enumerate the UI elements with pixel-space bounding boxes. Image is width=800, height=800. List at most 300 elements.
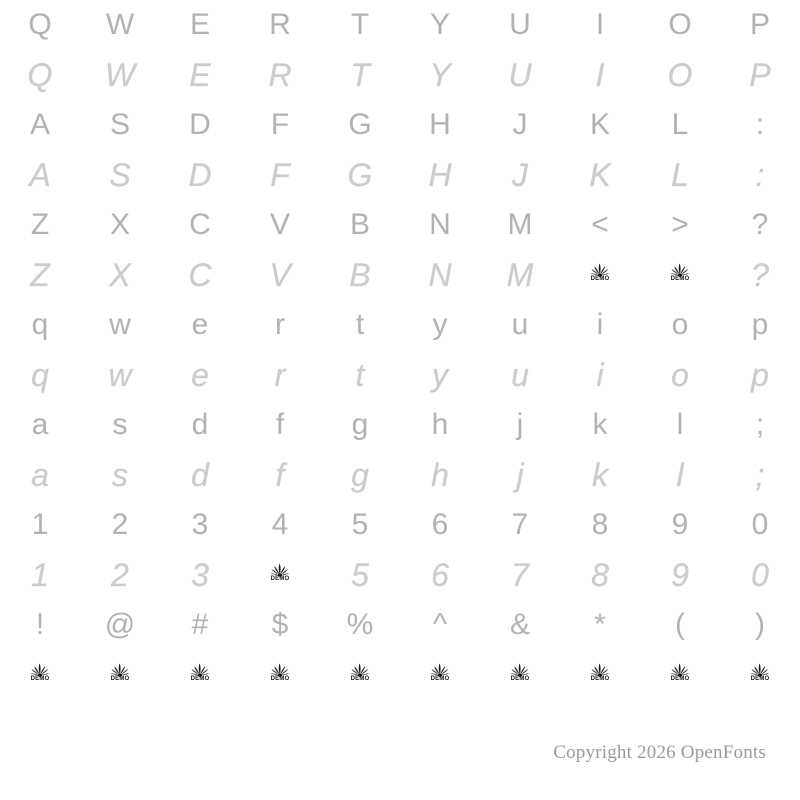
- glyph-cell: [80, 100, 160, 150]
- demo-watermark-label: DEMO: [110, 676, 130, 682]
- glyph-cell: [560, 500, 640, 550]
- glyph-cell: [640, 500, 720, 550]
- glyph-cell: [240, 350, 320, 400]
- glyph: Z: [30, 208, 50, 241]
- glyph: G: [347, 157, 373, 193]
- glyph: L: [671, 108, 689, 141]
- glyph-cell: [320, 400, 400, 450]
- glyph: C: [188, 257, 212, 293]
- glyph-cell: [400, 400, 480, 450]
- glyph-cell: [560, 550, 640, 600]
- glyph: N: [429, 208, 451, 241]
- glyph-cell: [0, 250, 80, 300]
- glyph-cell: [640, 250, 720, 300]
- glyph: j: [516, 457, 524, 493]
- glyph: M: [506, 257, 534, 293]
- glyph: D: [189, 108, 211, 141]
- glyph: Y: [429, 8, 450, 41]
- glyph: 2: [111, 557, 129, 593]
- glyph-cell: [0, 200, 80, 250]
- glyph-cell: [480, 550, 560, 600]
- glyph: 3: [191, 508, 209, 541]
- glyph-cell: [560, 100, 640, 150]
- glyph-cell: [320, 200, 400, 250]
- leaf-icon: [427, 662, 453, 677]
- glyph: :: [755, 108, 765, 141]
- glyph-cell: [240, 500, 320, 550]
- glyph-cell: [240, 400, 320, 450]
- glyph-cell: [720, 350, 800, 400]
- demo-watermark-label: DEMO: [670, 276, 690, 282]
- glyph: s: [112, 457, 128, 493]
- glyph-cell: [560, 200, 640, 250]
- glyph: ;: [755, 457, 765, 493]
- glyph: 7: [511, 508, 529, 541]
- glyph: I: [595, 8, 605, 41]
- glyph: o: [671, 357, 689, 393]
- glyph-cell: [0, 350, 80, 400]
- glyph: &: [509, 608, 530, 641]
- glyph-cell: [400, 550, 480, 600]
- glyph-cell: [320, 250, 400, 300]
- glyph-cell: [80, 500, 160, 550]
- glyph: L: [671, 157, 689, 193]
- glyph-cell: [720, 150, 800, 200]
- glyph: o: [671, 308, 689, 341]
- glyph-cell: [80, 150, 160, 200]
- glyph-cell: [400, 350, 480, 400]
- glyph: E: [189, 8, 210, 41]
- glyph: 8: [591, 557, 609, 593]
- glyph-cell: [640, 650, 720, 700]
- glyph-cell: [400, 150, 480, 200]
- glyph-cell: [400, 600, 480, 650]
- glyph: #: [191, 608, 209, 641]
- glyph-cell: [160, 550, 240, 600]
- demo-watermark: [747, 662, 773, 688]
- glyph-cell: [80, 50, 160, 100]
- glyph: S: [109, 108, 130, 141]
- glyph: i: [596, 308, 604, 341]
- glyph: U: [509, 8, 531, 41]
- glyph: A: [29, 108, 50, 141]
- glyph-cell: [240, 450, 320, 500]
- glyph-cell: [320, 0, 400, 50]
- glyph: 4: [271, 508, 289, 541]
- glyph-cell: [80, 600, 160, 650]
- glyph: y: [432, 357, 448, 393]
- glyph-cell: [160, 100, 240, 150]
- glyph: 0: [751, 508, 769, 541]
- glyph-cell: [320, 350, 400, 400]
- glyph: r: [274, 357, 286, 393]
- glyph: a: [31, 457, 49, 493]
- glyph: (: [675, 608, 685, 641]
- glyph-cell: [640, 200, 720, 250]
- glyph: u: [511, 357, 529, 393]
- glyph-cell: [480, 600, 560, 650]
- glyph-cell: [240, 0, 320, 50]
- glyph-cell: [320, 50, 400, 100]
- demo-watermark: [267, 562, 293, 588]
- glyph-cell: [640, 600, 720, 650]
- glyph: 1: [31, 508, 49, 541]
- glyph-cell: [720, 500, 800, 550]
- glyph: <: [591, 208, 609, 241]
- glyph-cell: [240, 250, 320, 300]
- glyph-cell: [720, 50, 800, 100]
- glyph: i: [596, 357, 604, 393]
- glyph: 2: [111, 508, 129, 541]
- glyph-cell: [480, 400, 560, 450]
- glyph-cell: [0, 50, 80, 100]
- glyph-cell: [0, 500, 80, 550]
- glyph: j: [516, 408, 524, 441]
- glyph: B: [349, 208, 370, 241]
- glyph: G: [348, 108, 372, 141]
- glyph-cell: [160, 150, 240, 200]
- glyph: M: [507, 208, 533, 241]
- glyph-cell: [560, 350, 640, 400]
- glyph-cell: [400, 200, 480, 250]
- glyph: t: [355, 308, 365, 341]
- glyph-cell: [560, 400, 640, 450]
- glyph-cell: [160, 50, 240, 100]
- glyph: A: [29, 157, 51, 193]
- glyph: 1: [31, 557, 49, 593]
- leaf-icon: [187, 662, 213, 677]
- glyph: K: [589, 157, 611, 193]
- glyph-cell: [560, 0, 640, 50]
- glyph-cell: [160, 200, 240, 250]
- glyph-cell: [240, 600, 320, 650]
- glyph-cell: [560, 450, 640, 500]
- glyph-cell: [400, 0, 480, 50]
- glyph: 9: [671, 557, 689, 593]
- glyph: w: [108, 357, 132, 393]
- glyph: >: [671, 208, 689, 241]
- glyph: 7: [511, 557, 529, 593]
- glyph: B: [349, 257, 371, 293]
- leaf-icon: [747, 662, 773, 677]
- leaf-icon: [27, 662, 53, 677]
- glyph-cell: [0, 400, 80, 450]
- glyph-cell: [480, 500, 560, 550]
- glyph-cell: [640, 50, 720, 100]
- glyph: U: [508, 57, 532, 93]
- glyph: p: [751, 357, 769, 393]
- glyph-cell: [640, 350, 720, 400]
- glyph-cell: [320, 500, 400, 550]
- glyph: t: [355, 357, 365, 393]
- glyph: ?: [751, 257, 769, 293]
- glyph-cell: [80, 250, 160, 300]
- leaf-icon: [587, 662, 613, 677]
- demo-watermark-label: DEMO: [510, 676, 530, 682]
- glyph-cell: [480, 350, 560, 400]
- demo-watermark: [667, 262, 693, 288]
- glyph: W: [105, 8, 135, 41]
- glyph: @: [104, 608, 136, 641]
- glyph-cell: [400, 250, 480, 300]
- glyph-cell: [320, 450, 400, 500]
- glyph: f: [275, 457, 285, 493]
- glyph: p: [751, 308, 769, 341]
- demo-watermark-label: DEMO: [270, 676, 290, 682]
- demo-watermark-label: DEMO: [30, 676, 50, 682]
- glyph: l: [676, 408, 684, 441]
- glyph-cell: [400, 100, 480, 150]
- glyph: 5: [351, 557, 369, 593]
- glyph-cell: [720, 650, 800, 700]
- glyph: e: [191, 357, 209, 393]
- glyph: F: [270, 157, 290, 193]
- copyright-notice: Copyright 2026 OpenFonts: [553, 742, 766, 763]
- demo-watermark: [107, 662, 133, 688]
- glyph: f: [275, 408, 285, 441]
- demo-watermark-label: DEMO: [430, 676, 450, 682]
- glyph: ): [755, 608, 765, 641]
- glyph: T: [350, 57, 370, 93]
- glyph: N: [428, 257, 452, 293]
- demo-watermark-label: DEMO: [590, 276, 610, 282]
- demo-watermark: [187, 662, 213, 688]
- glyph: 6: [431, 557, 449, 593]
- glyph-cell: [560, 250, 640, 300]
- glyph-cell: [720, 550, 800, 600]
- glyph-cell: [480, 150, 560, 200]
- demo-watermark-label: DEMO: [670, 676, 690, 682]
- glyph-cell: [480, 300, 560, 350]
- glyph: w: [109, 308, 131, 341]
- glyph-cell: [240, 50, 320, 100]
- glyph-cell: [160, 250, 240, 300]
- demo-watermark: [507, 662, 533, 688]
- glyph: H: [428, 157, 452, 193]
- leaf-icon: [507, 662, 533, 677]
- glyph: K: [589, 108, 610, 141]
- demo-watermark: [427, 662, 453, 688]
- glyph-cell: [640, 100, 720, 150]
- glyph: T: [350, 8, 370, 41]
- leaf-icon: [587, 262, 613, 277]
- glyph-cell: [560, 600, 640, 650]
- glyph: D: [188, 157, 212, 193]
- glyph: s: [112, 408, 128, 441]
- glyph-cell: [0, 150, 80, 200]
- demo-watermark-label: DEMO: [350, 676, 370, 682]
- glyph-cell: [80, 300, 160, 350]
- glyph: 8: [591, 508, 609, 541]
- glyph: P: [749, 8, 770, 41]
- glyph: r: [275, 308, 285, 341]
- demo-watermark: [267, 662, 293, 688]
- glyph-cell: [160, 300, 240, 350]
- glyph-cell: [80, 200, 160, 250]
- glyph-cell: [560, 50, 640, 100]
- demo-watermark: [587, 662, 613, 688]
- glyph-cell: [720, 250, 800, 300]
- demo-watermark: [27, 662, 53, 688]
- leaf-icon: [667, 262, 693, 277]
- glyph: !: [35, 608, 45, 641]
- glyph: :: [755, 157, 765, 193]
- glyph-cell: [480, 0, 560, 50]
- leaf-icon: [267, 562, 293, 577]
- glyph: X: [109, 208, 130, 241]
- glyph-cell: [320, 150, 400, 200]
- glyph-cell: [720, 400, 800, 450]
- glyph-cell: [720, 200, 800, 250]
- glyph-cell: [640, 550, 720, 600]
- glyph-cell: [0, 300, 80, 350]
- glyph: d: [191, 457, 209, 493]
- glyph-cell: [0, 550, 80, 600]
- glyph-cell: [80, 550, 160, 600]
- glyph-cell: [480, 650, 560, 700]
- glyph-cell: [480, 250, 560, 300]
- glyph: Y: [429, 57, 451, 93]
- glyph-cell: [640, 400, 720, 450]
- glyph: d: [191, 408, 209, 441]
- glyph-cell: [240, 550, 320, 600]
- glyph-cell: [80, 650, 160, 700]
- glyph-cell: [560, 150, 640, 200]
- glyph: y: [432, 308, 448, 341]
- demo-watermark: [667, 662, 693, 688]
- glyph-cell: [320, 600, 400, 650]
- glyph-cell: [240, 300, 320, 350]
- glyph-cell: [480, 100, 560, 150]
- glyph-cell: [720, 100, 800, 150]
- glyph: V: [269, 257, 291, 293]
- glyph: k: [592, 408, 608, 441]
- glyph: W: [104, 57, 136, 93]
- glyph-cell: [240, 150, 320, 200]
- glyph-cell: [720, 450, 800, 500]
- glyph-cell: [480, 200, 560, 250]
- leaf-icon: [267, 662, 293, 677]
- glyph-cell: [640, 150, 720, 200]
- glyph: V: [269, 208, 290, 241]
- glyph: Q: [28, 8, 52, 41]
- glyph-cell: [160, 0, 240, 50]
- glyph: J: [512, 108, 528, 141]
- glyph-cell: [400, 50, 480, 100]
- glyph: F: [270, 108, 290, 141]
- glyph-cell: [560, 650, 640, 700]
- glyph-cell: [320, 100, 400, 150]
- demo-watermark-label: DEMO: [190, 676, 210, 682]
- glyph: R: [268, 57, 292, 93]
- glyph-cell: [0, 600, 80, 650]
- glyph: q: [31, 308, 49, 341]
- glyph-cell: [0, 0, 80, 50]
- glyph: Z: [30, 257, 50, 293]
- glyph: 3: [191, 557, 209, 593]
- glyph: C: [189, 208, 211, 241]
- demo-watermark-label: DEMO: [270, 576, 290, 582]
- glyph: $: [271, 608, 289, 641]
- glyph-cell: [160, 650, 240, 700]
- glyph: h: [431, 408, 449, 441]
- glyph: 0: [751, 557, 769, 593]
- glyph-cell: [160, 400, 240, 450]
- glyph: X: [109, 257, 131, 293]
- demo-watermark: [347, 662, 373, 688]
- glyph-cell: [400, 300, 480, 350]
- glyph-cell: [80, 0, 160, 50]
- glyph-cell: [320, 550, 400, 600]
- glyph-cell: [80, 350, 160, 400]
- glyph-cell: [0, 650, 80, 700]
- glyph-cell: [720, 600, 800, 650]
- glyph-cell: [160, 600, 240, 650]
- glyph-cell: [640, 0, 720, 50]
- glyph-cell: [400, 450, 480, 500]
- glyph-cell: [720, 300, 800, 350]
- glyph: e: [191, 308, 209, 341]
- demo-watermark-label: DEMO: [590, 676, 610, 682]
- glyph-cell: [0, 450, 80, 500]
- glyph-cell: [160, 500, 240, 550]
- glyph-cell: [0, 100, 80, 150]
- glyph: R: [269, 8, 291, 41]
- glyph: l: [676, 457, 684, 493]
- glyph: S: [109, 157, 131, 193]
- glyph-cell: [160, 350, 240, 400]
- glyph: I: [595, 57, 605, 93]
- glyph: O: [668, 8, 692, 41]
- glyph: J: [512, 157, 528, 193]
- demo-watermark-label: DEMO: [750, 676, 770, 682]
- glyph-cell: [720, 0, 800, 50]
- glyph: O: [667, 57, 693, 93]
- glyph-cell: [400, 500, 480, 550]
- glyph: *: [594, 608, 606, 641]
- glyph-cell: [240, 200, 320, 250]
- glyph: k: [592, 457, 608, 493]
- glyph-cell: [640, 450, 720, 500]
- glyph: Q: [27, 57, 53, 93]
- glyph: 6: [431, 508, 449, 541]
- glyph-cell: [240, 100, 320, 150]
- leaf-icon: [667, 662, 693, 677]
- glyph-cell: [640, 300, 720, 350]
- glyph-cell: [240, 650, 320, 700]
- leaf-icon: [347, 662, 373, 677]
- glyph: a: [31, 408, 49, 441]
- glyph-cell: [320, 650, 400, 700]
- glyph: g: [351, 408, 369, 441]
- glyph: H: [429, 108, 451, 141]
- glyph: h: [431, 457, 449, 493]
- glyph: 9: [671, 508, 689, 541]
- demo-watermark: [587, 262, 613, 288]
- glyph-cell: [480, 50, 560, 100]
- glyph: ?: [751, 208, 769, 241]
- glyph-cell: [80, 400, 160, 450]
- glyph: q: [31, 357, 49, 393]
- glyph: E: [189, 57, 211, 93]
- glyph-cell: [400, 650, 480, 700]
- leaf-icon: [107, 662, 133, 677]
- glyph-cell: [320, 300, 400, 350]
- glyph-cell: [80, 450, 160, 500]
- glyph-cell: [560, 300, 640, 350]
- glyph: 5: [351, 508, 369, 541]
- glyph: u: [511, 308, 529, 341]
